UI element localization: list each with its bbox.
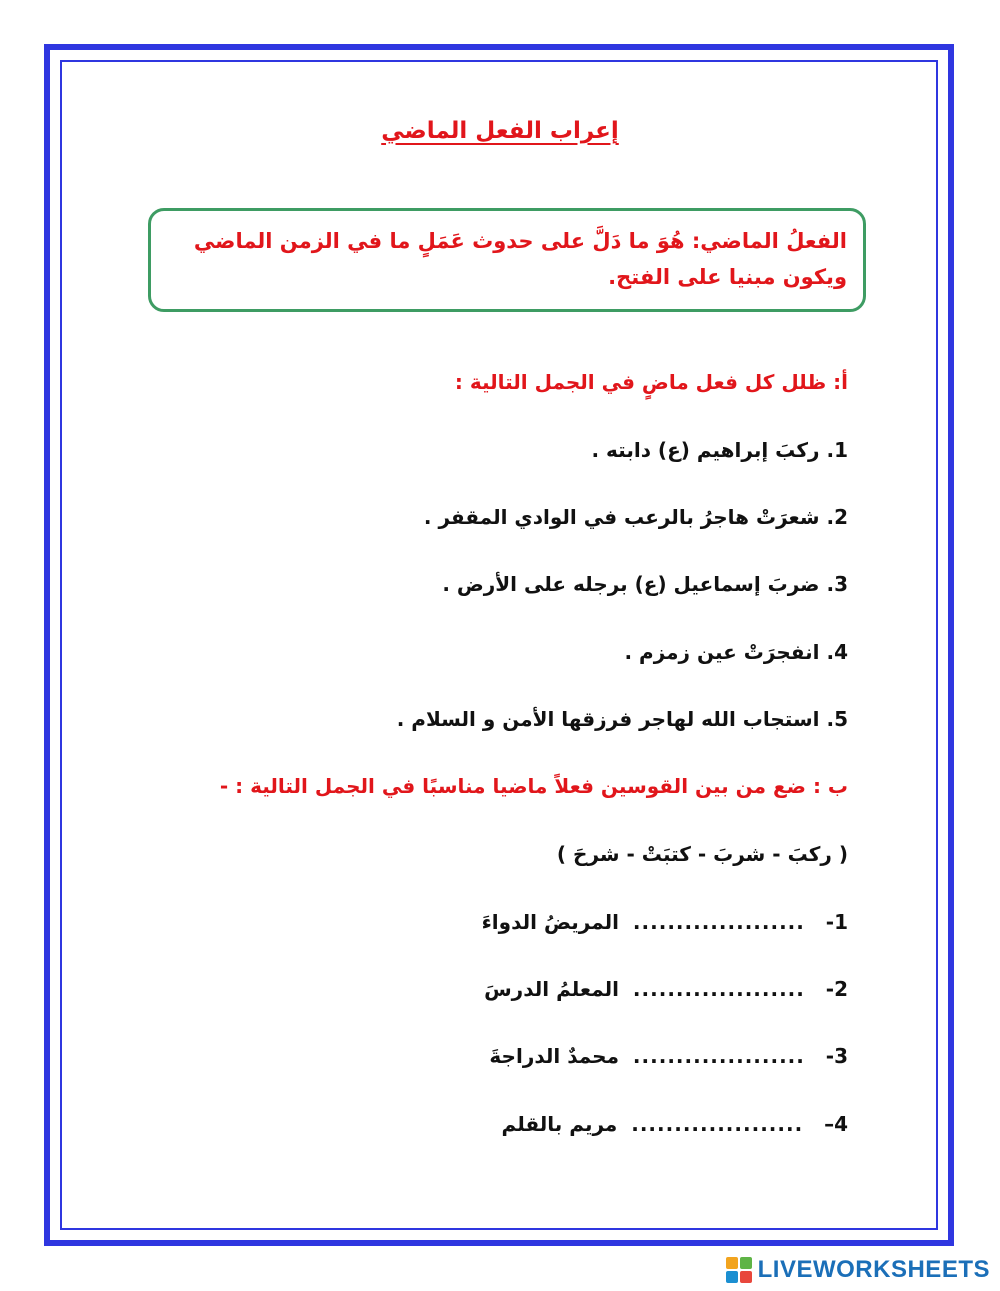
definition-line-2: ويكون مبنيا على الفتح. xyxy=(608,265,847,289)
page-title: إعراب الفعل الماضي xyxy=(381,118,619,144)
fill-blank-item xyxy=(502,1112,848,1136)
choices-list: ( ركبَ - شربَ - كتبَتْ - شرحَ ) xyxy=(556,842,848,866)
item-number: 3. xyxy=(826,572,848,596)
list-item[interactable] xyxy=(591,438,848,462)
item-number: 1. xyxy=(826,438,848,462)
item-number: 2- xyxy=(825,977,848,1001)
definition-line-1: الفعلُ الماضي: هُوَ ما دَلَّ على حدوث عَمَلٍ ما في الزمن الماضي xyxy=(193,229,847,253)
item-text: محمدٌ الدراجةَ xyxy=(489,1044,619,1068)
item-number: 4– xyxy=(824,1112,848,1136)
item-text[interactable]: ركبَ إبراهيم (ع) دابته . xyxy=(591,438,820,462)
blank-input[interactable]: .................... xyxy=(632,910,805,934)
logo-square xyxy=(726,1271,738,1283)
item-number: 4. xyxy=(826,640,848,664)
item-number: 5. xyxy=(826,707,848,731)
blank-input[interactable]: .................... xyxy=(631,1112,804,1136)
liveworksheets-logo[interactable] xyxy=(726,1255,990,1285)
section-b-heading: ب : ضع من بين القوسين فعلاً ماضيا مناسبًا في الجمل التالية : - xyxy=(219,774,848,798)
definition-box xyxy=(148,208,866,312)
list-item[interactable] xyxy=(397,707,848,731)
blank-input[interactable]: .................... xyxy=(632,977,805,1001)
logo-square xyxy=(740,1257,752,1269)
item-text[interactable]: استجاب الله لهاجر فرزقها الأمن و السلام . xyxy=(396,707,820,731)
item-text[interactable]: انفجرَتْ عين زمزم . xyxy=(624,640,820,664)
item-text: مريم بالقلم xyxy=(501,1112,618,1136)
brand-name: LIVEWORKSHEETS xyxy=(757,1256,990,1283)
section-a-heading: أ: ظلل كل فعل ماضٍ في الجمل التالية : xyxy=(454,370,848,394)
fill-blank-item xyxy=(489,1044,848,1068)
blank-input[interactable]: .................... xyxy=(632,1044,805,1068)
logo-grid-icon xyxy=(726,1257,752,1283)
list-item[interactable] xyxy=(624,640,848,664)
logo-square xyxy=(740,1271,752,1283)
logo-square xyxy=(726,1257,738,1269)
item-number: 3- xyxy=(825,1044,848,1068)
item-text: المعلمُ الدرسَ xyxy=(484,977,619,1001)
item-text[interactable]: شعرَتْ هاجرُ بالرعب في الوادي المقفر . xyxy=(423,505,820,529)
item-text[interactable]: ضربَ إسماعيل (ع) برجله على الأرض . xyxy=(442,572,820,596)
item-number: 1- xyxy=(825,910,848,934)
list-item[interactable] xyxy=(424,505,848,529)
item-number: 2. xyxy=(826,505,848,529)
list-item[interactable] xyxy=(442,572,848,596)
fill-blank-item xyxy=(482,910,848,934)
fill-blank-item xyxy=(484,977,848,1001)
item-text: المريضُ الدواءَ xyxy=(481,910,619,934)
